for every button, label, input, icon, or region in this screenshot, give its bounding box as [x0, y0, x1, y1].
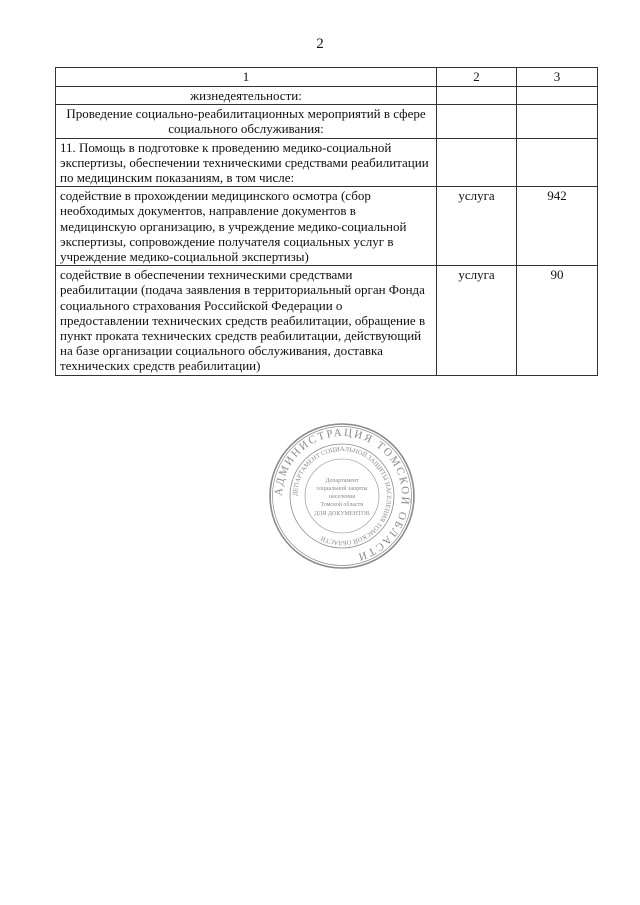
row-value [517, 138, 598, 187]
row-text: содействие в обеспечении техническими средствами реабилитации (подача заявления в территориальный орган Фонда социального страхования Российской Федерации о предоставлении технических средств реабилитации, обращение в пункт проката технических средств реабилитации, действующий на базе организации социального обслуживания, доставка технических средств реабилитации) [56, 266, 437, 375]
table-header-row [56, 68, 598, 87]
table-row [56, 138, 598, 187]
header-col-3: 3 [517, 68, 598, 87]
row-unit: услуга [437, 187, 517, 266]
row-text: 11. Помощь в подготовке к проведению медико-социальной экспертизы, обеспечении техническими средствами реабилитации по медицинским показаниям, в том числе: [56, 138, 437, 187]
stamp-center-line: социальной защиты [316, 486, 368, 492]
page-number: 2 [316, 36, 324, 52]
row-unit: услуга [437, 266, 517, 375]
table-row [56, 87, 598, 105]
row-value: 942 [517, 187, 598, 266]
header-col-2: 2 [437, 68, 517, 87]
row-unit [437, 105, 517, 138]
stamp-center-line: Томской области [320, 502, 364, 508]
row-value: 90 [517, 266, 598, 375]
stamp-center-line: Департамент [325, 478, 359, 484]
stamp-center-line: ДЛЯ ДОКУМЕНТОВ [314, 511, 370, 517]
header-col-1: 1 [56, 68, 437, 87]
row-text: содействие в прохождении медицинского осмотра (сбор необходимых документов, направление документов в медицинскую организацию, в учреждение медико-социальной экспертизы, сопровождение получателя социальных услуг в учреждение медико-социальной экспертизы) [56, 187, 437, 266]
stamp-outer-textpath: АДМИНИСТРАЦИЯ ТОМСКОЙ ОБЛАСТИ [272, 426, 412, 564]
stamp-inner-textpath: ДЕПАРТАМЕНТ СОЦИАЛЬНОЙ ЗАЩИТЫ НАСЕЛЕНИЯ ТОМСКОЙ ОБЛАСТИ [291, 445, 393, 547]
row-value [517, 87, 598, 105]
row-unit [437, 87, 517, 105]
services-table [55, 67, 598, 376]
table-row [56, 266, 598, 375]
table-row [56, 105, 598, 138]
table-row [56, 187, 598, 266]
row-unit [437, 138, 517, 187]
official-seal-stamp [268, 422, 416, 570]
row-text: Проведение социально-реабилитационных мероприятий в сфере социального обслуживания: [56, 105, 437, 138]
row-text: жизнедеятельности: [56, 87, 437, 105]
stamp-center-line: населения [328, 494, 356, 500]
row-value [517, 105, 598, 138]
